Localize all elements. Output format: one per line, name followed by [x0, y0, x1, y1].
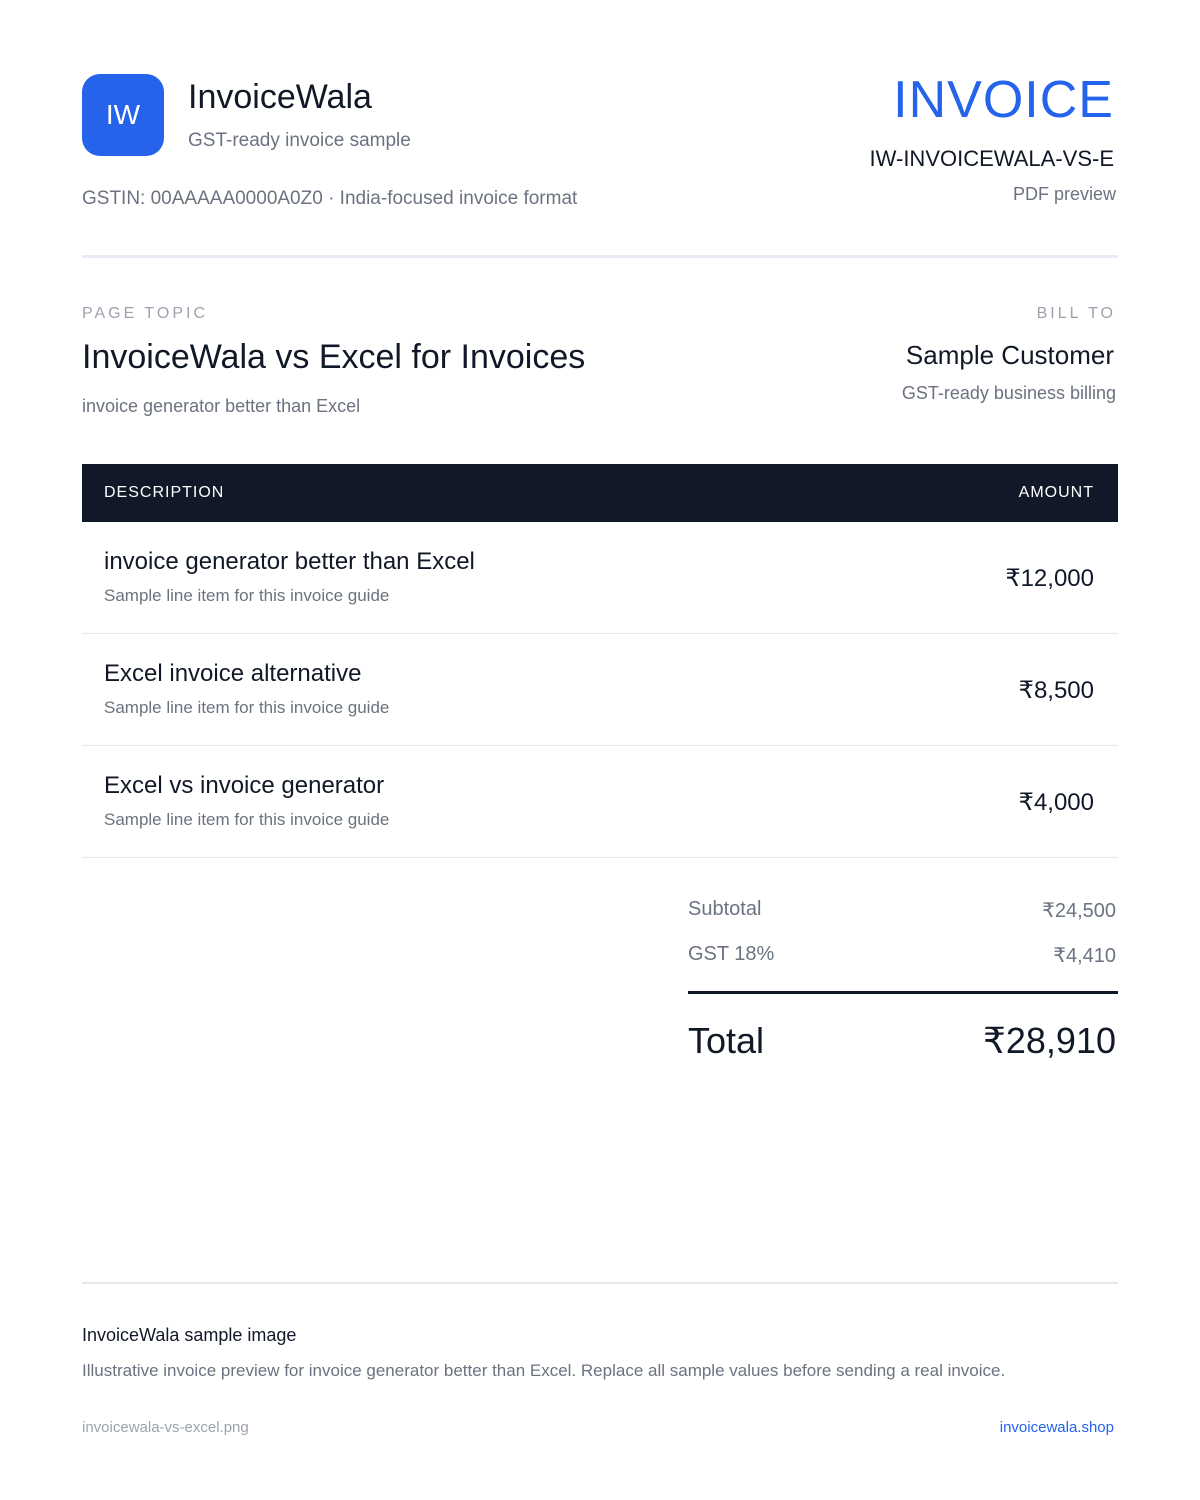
table-row: [82, 746, 1118, 858]
gstin-line: GSTIN: 00AAAAA0000A0Z0 · India-focused invoice format: [82, 188, 578, 209]
table-row: [82, 634, 1118, 746]
amount-column-header: AMOUNT: [1018, 484, 1094, 501]
table-row: [82, 522, 1118, 634]
line-item-amount: ₹12,000: [1005, 565, 1094, 592]
line-item-note: Sample line item for this invoice guide: [104, 810, 390, 829]
line-item-amount: ₹8,500: [1018, 677, 1094, 704]
invoice-page: [82, 0, 1118, 1500]
footer-disclaimer: Illustrative invoice preview for invoice generator better than Excel. Replace all sample values before sending a real invoice.: [82, 1361, 1006, 1380]
line-item-title: Excel vs invoice generator: [104, 772, 385, 799]
subtotal-label: Subtotal: [688, 898, 762, 920]
line-item-note: Sample line item for this invoice guide: [104, 698, 390, 717]
page-topic-title: InvoiceWala vs Excel for Invoices: [82, 338, 586, 376]
preview-label: PDF preview: [1012, 184, 1116, 204]
footer-filename: invoicewala-vs-excel.png: [82, 1419, 249, 1436]
brand-logo-initials: IW: [105, 99, 141, 130]
subtotal-value: ₹24,500: [1042, 900, 1116, 922]
header-divider: [82, 255, 1118, 258]
totals-divider: [688, 991, 1118, 994]
line-item-note: Sample line item for this invoice guide: [104, 586, 390, 605]
footer-title: InvoiceWala sample image: [82, 1325, 297, 1345]
line-item-amount: ₹4,000: [1018, 789, 1094, 816]
line-item-title: Excel invoice alternative: [104, 660, 362, 687]
totals-section: [688, 880, 1118, 1080]
line-item-title: invoice generator better than Excel: [104, 548, 475, 575]
customer-name: Sample Customer: [905, 340, 1114, 370]
brand-tagline: GST-ready invoice sample: [188, 130, 411, 151]
page-topic-subtitle: invoice generator better than Excel: [82, 396, 361, 416]
total-value: ₹28,910: [982, 1020, 1116, 1061]
customer-description: GST-ready business billing: [901, 383, 1116, 403]
description-column-header: DESCRIPTION: [104, 484, 225, 501]
brand-logo: [82, 74, 164, 156]
invoice-number: IW-INVOICEWALA-VS-E: [869, 146, 1114, 171]
line-items-header: [82, 464, 1118, 522]
page-topic-label: PAGE TOPIC: [82, 305, 209, 322]
brand-name: InvoiceWala: [188, 78, 372, 116]
gst-value: ₹4,410: [1053, 945, 1116, 967]
total-label: Total: [688, 1020, 765, 1061]
footer-divider: [82, 1282, 1118, 1284]
bill-to-label: BILL TO: [1036, 305, 1116, 322]
gst-label: GST 18%: [688, 943, 775, 965]
website-link[interactable]: invoicewala.shop: [999, 1419, 1114, 1436]
document-type-title: INVOICE: [893, 71, 1114, 129]
